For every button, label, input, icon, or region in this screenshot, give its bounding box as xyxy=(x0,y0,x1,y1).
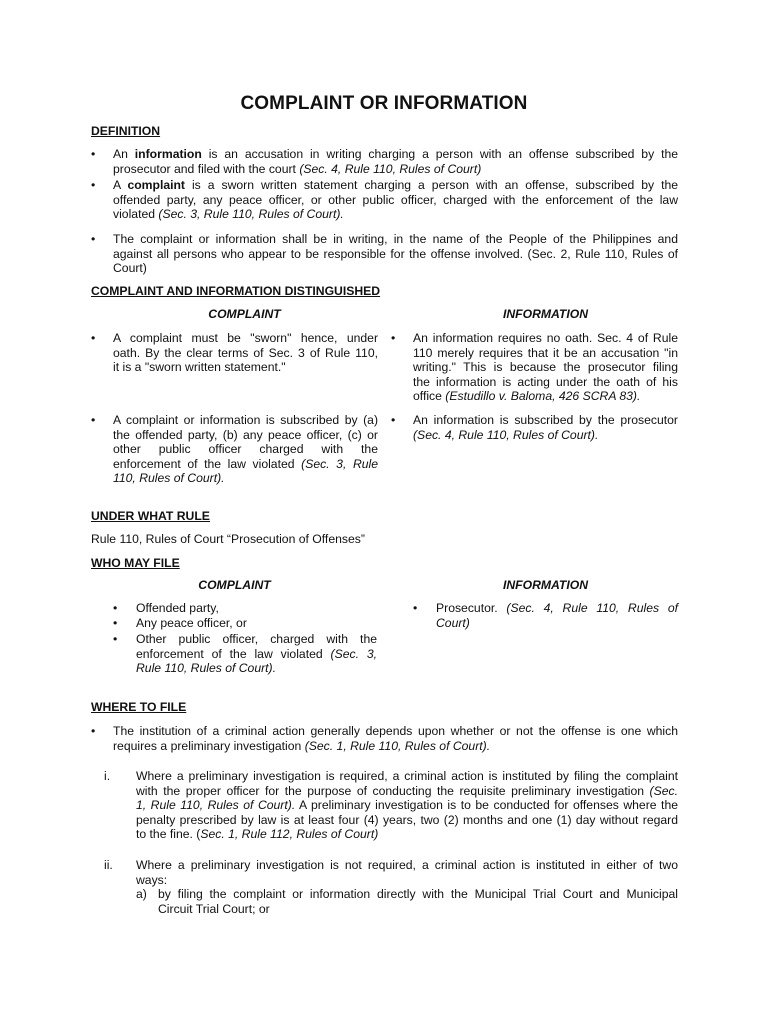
text-segment: 110 merely requires that it be an accusation "in xyxy=(413,345,678,360)
text-line xyxy=(113,457,378,472)
text-segment: A complaint must be "sworn" hence, under xyxy=(113,331,378,345)
citation: (Sec. 3, xyxy=(330,646,377,661)
text-segment: the offended party, (b) any peace officer, (c) or xyxy=(113,427,378,442)
where-to-file-heading: WHERE TO FILE xyxy=(91,700,187,714)
text-segment: office xyxy=(413,389,446,404)
citation: 110, Rules of Court). xyxy=(113,471,225,486)
text-segment: Any peace officer, or xyxy=(136,616,247,630)
citation: (Sec. 3, Rule 110, Rules of Court). xyxy=(158,207,344,222)
text-segment: An xyxy=(113,147,135,161)
text-segment: violated xyxy=(113,207,159,222)
text-line xyxy=(436,616,678,631)
text-segment: A preliminary investigation is to be conducted for offenses where the xyxy=(295,798,678,813)
definition-heading: DEFINITION xyxy=(91,124,161,138)
text-line xyxy=(136,858,678,873)
text-segment: Prosecutor. xyxy=(436,601,507,615)
text-line xyxy=(113,346,378,361)
text-segment: An information is subscribed by the prosecutor xyxy=(413,413,678,427)
text-line xyxy=(136,784,678,799)
citation: (Sec. 3, Rule xyxy=(301,456,379,471)
text-segment: The complaint or information shall be in writing, in the name of the People of the Philippines and xyxy=(113,232,678,246)
text-segment: Circuit Trial Court; or xyxy=(158,901,270,916)
text-segment: A xyxy=(113,178,128,192)
bullet-marker: • xyxy=(413,601,418,615)
text-line xyxy=(436,601,678,616)
text-segment: enforcement of the law violated xyxy=(113,456,302,471)
text-segment: to the fine. ( xyxy=(136,827,201,842)
text-line xyxy=(113,442,378,457)
text-segment: penalty prescribed by law is at least four (4) years, two (2) months and one (1) day without regard xyxy=(136,812,678,827)
text-line xyxy=(113,739,678,754)
text-line xyxy=(113,207,678,222)
text-line xyxy=(113,428,378,443)
text-line xyxy=(136,769,678,784)
citation: (Sec. 1, Rule 110, Rules of Court). xyxy=(304,738,491,753)
text-segment: with the proper officer for the purpose of conducting the requisite preliminary investigation xyxy=(136,783,650,798)
bullet-marker: • xyxy=(113,632,118,646)
under-rule-text: Rule 110, Rules of Court “Prosecution of Offenses” xyxy=(91,532,365,546)
text-segment: requires a preliminary investigation xyxy=(113,738,305,753)
bullet-marker: • xyxy=(391,413,396,427)
page-title: COMPLAINT OR INFORMATION xyxy=(240,93,528,114)
bold-term: information xyxy=(134,147,202,161)
text-segment: the information is acting under the oath of his xyxy=(413,374,678,389)
text-line xyxy=(136,647,377,662)
text-segment: is a sworn written statement charging a person with an offense, subscribed by the xyxy=(185,178,679,192)
text-segment: Other public officer, charged with the xyxy=(136,632,377,646)
text-line xyxy=(136,632,377,647)
text-line xyxy=(113,413,378,428)
text-segment: oath. By the clear terms of Sec. 3 of Rule 110, xyxy=(113,345,378,360)
text-line xyxy=(136,827,678,842)
bold-term: complaint xyxy=(127,178,185,192)
text-line xyxy=(158,887,678,902)
bullet-marker: • xyxy=(91,724,96,738)
citation: (Estudillo v. Baloma, 426 SCRA 83). xyxy=(445,389,641,404)
text-line xyxy=(413,413,678,428)
text-line xyxy=(413,346,678,361)
citation: Court) xyxy=(436,615,470,630)
text-line xyxy=(113,471,378,486)
text-line xyxy=(413,375,678,390)
citation: (Sec. 4, Rule 110, Rules of Court) xyxy=(299,161,482,176)
text-line xyxy=(113,193,678,208)
text-line xyxy=(413,428,678,443)
text-segment: A complaint or information is subscribed by (a) xyxy=(113,413,378,427)
text-segment: against all persons who appear to be responsible for the offense involved. (Sec. 2, Rule 110, Rules of xyxy=(113,246,678,261)
text-line xyxy=(136,798,678,813)
text-line xyxy=(413,331,678,346)
column-heading-complaint: COMPLAINT xyxy=(198,578,271,592)
text-segment: prosecutor and filed with the court xyxy=(113,161,300,176)
text-line xyxy=(113,232,678,247)
text-line xyxy=(113,331,378,346)
sub-item-letter: a) xyxy=(136,887,147,901)
roman-numeral: ii. xyxy=(104,858,113,872)
text-line xyxy=(136,616,377,631)
text-segment: The institution of a criminal action generally depends upon whether or not the offense is one which xyxy=(113,724,678,738)
text-line xyxy=(113,178,678,193)
text-line xyxy=(413,360,678,375)
text-segment: Offended party, xyxy=(136,601,219,615)
text-line xyxy=(113,724,678,739)
bullet-marker: • xyxy=(91,147,96,161)
citation: (Sec. xyxy=(649,783,678,798)
text-segment: enforcement of the law violated xyxy=(136,646,331,661)
citation: 1, Rule 110, Rules of Court). xyxy=(136,798,296,813)
citation: Rule 110, Rules of Court). xyxy=(136,661,276,676)
text-segment: Where a preliminary investigation is required, a criminal action is instituted by filing the complaint xyxy=(136,769,678,783)
text-segment: Court) xyxy=(113,261,147,276)
text-line xyxy=(136,873,678,888)
text-segment: it is a "sworn written statement." xyxy=(113,360,286,375)
column-heading-information: INFORMATION xyxy=(502,578,589,592)
who-may-file-heading: WHO MAY FILE xyxy=(91,556,180,570)
text-line xyxy=(158,902,678,917)
bullet-marker: • xyxy=(91,178,96,192)
text-segment: by filing the complaint or information directly with the Municipal Trial Court and Municipal xyxy=(158,887,678,901)
text-line xyxy=(136,601,377,616)
citation: Sec. 1, Rule 112, Rules of Court) xyxy=(200,827,379,842)
text-line xyxy=(113,360,378,375)
text-segment: writing." This is because the prosecutor filing xyxy=(413,360,678,375)
column-heading-information: INFORMATION xyxy=(502,307,589,321)
bullet-marker: • xyxy=(91,413,96,427)
text-line xyxy=(413,389,678,404)
bullet-marker: • xyxy=(391,331,396,345)
text-line xyxy=(113,261,678,276)
text-line xyxy=(136,661,377,676)
text-line xyxy=(113,162,678,177)
text-line xyxy=(113,147,678,162)
column-heading-complaint: COMPLAINT xyxy=(208,307,281,321)
text-segment: Where a preliminary investigation is not required, a criminal action is instituted in either of two xyxy=(136,858,678,872)
bullet-marker: • xyxy=(113,601,118,615)
distinguished-heading: COMPLAINT AND INFORMATION DISTINGUISHED xyxy=(91,284,381,298)
bullet-marker: • xyxy=(91,232,96,246)
text-segment: offended party, any peace officer, or other public officer, charged with the enforcement of the law xyxy=(113,192,678,207)
citation: (Sec. 4, Rule 110, Rules of xyxy=(506,601,678,615)
text-segment: other public officer charged with the xyxy=(113,442,378,457)
text-line xyxy=(113,247,678,262)
text-segment: is an accusation in writing charging a person with an offense subscribed by the xyxy=(201,147,679,161)
citation: (Sec. 4, Rule 110, Rules of Court). xyxy=(413,427,599,442)
text-line xyxy=(136,813,678,828)
text-segment: ways: xyxy=(136,872,168,887)
text-segment: An information requires no oath. Sec. 4 of Rule xyxy=(413,331,678,345)
bullet-marker: • xyxy=(91,331,96,345)
roman-numeral: i. xyxy=(104,769,111,783)
under-rule-heading: UNDER WHAT RULE xyxy=(91,509,210,523)
bullet-marker: • xyxy=(113,616,118,630)
